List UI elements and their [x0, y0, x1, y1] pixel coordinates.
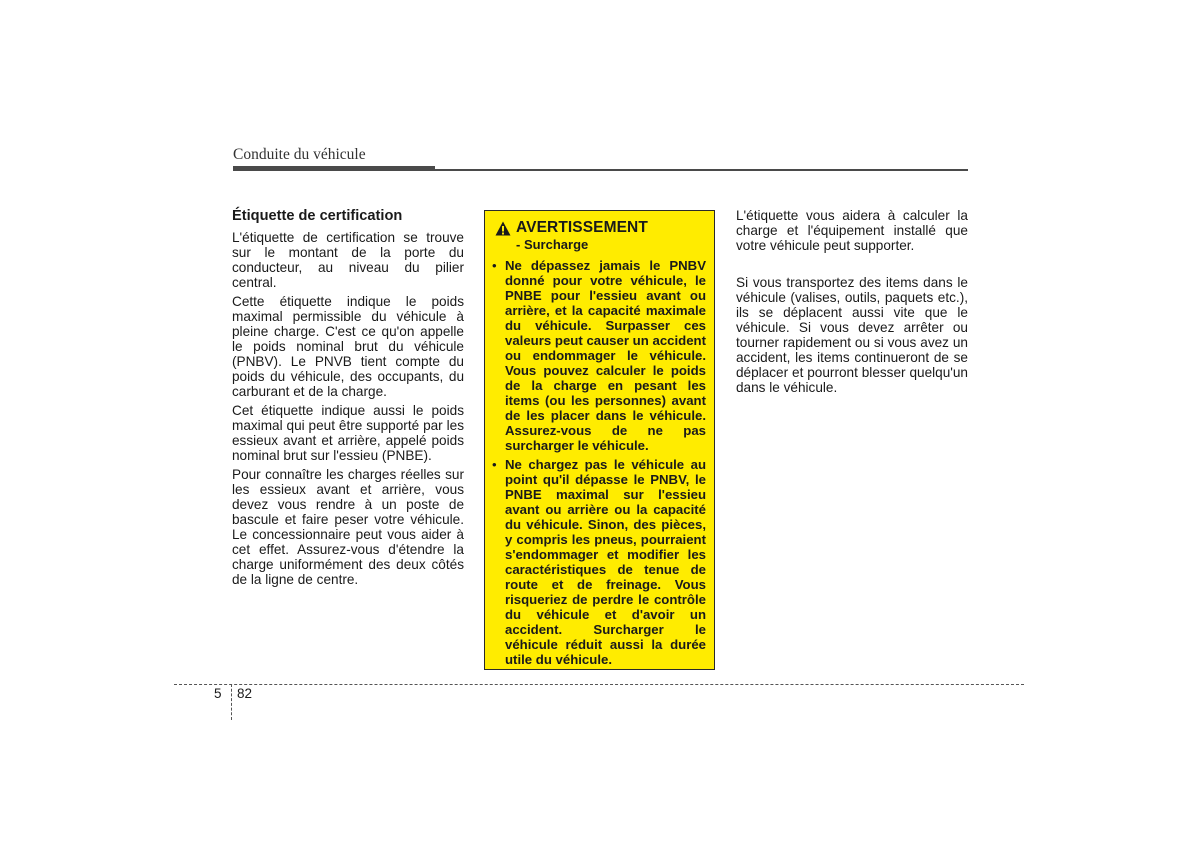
- header-rule-thin: [435, 169, 968, 171]
- warning-item-text: Ne dépassez jamais le PNBV donné pour votre véhicule, le PNBE pour l'essieu avant ou arrière, et la capacité maximale du véhicule. Surpasser ces valeurs peut causer un accident ou endommager le véhicule. Vous pouvez calculer le poids de la charge en pesant les items (ou les personnes) avant de les placer dans le véhicule. Assurez-vous de ne pas surcharger le véhicule.: [505, 258, 706, 453]
- warning-box: [484, 210, 715, 670]
- warning-list: [491, 258, 706, 667]
- warning-title: AVERTISSEMENT: [516, 219, 648, 236]
- bullet-icon: •: [492, 258, 497, 273]
- warning-triangle-icon: [495, 221, 511, 236]
- right-paragraph: Si vous transportez des items dans le véhicule (valises, outils, paquets etc.), ils se déplacent aussi vite que le véhicule. Si vous devez arrêter ou tourner rapidement ou si vous avez un accident, les items continueront de se déplacer et pourront blesser quelqu'un dans le véhicule.: [736, 275, 968, 395]
- section-heading: Étiquette de certification: [232, 208, 403, 224]
- right-paragraph: L'étiquette vous aidera à calculer la charge et l'équipement installé que votre véhicule peut supporter.: [736, 208, 968, 253]
- warning-item: [491, 457, 706, 667]
- warning-item-text: Ne chargez pas le véhicule au point qu'il dépasse le PNBV, le PNBE maximal sur l'essieu avant ou arrière ou la capacité du véhicule. Sinon, des pièces, y compris les pneus, pourraient s'endommager et modifier les caractéristiques de tenue de route et de freinage. Vous risqueriez de perdre le contrôle du véhicule et d'avoir un accident. Surcharger le véhicule réduit aussi la durée utile du véhicule.: [505, 457, 706, 667]
- left-paragraph: Pour connaître les charges réelles sur les essieux avant et arrière, vous devez vous rendre à un poste de bascule et faire peser votre véhicule. Le concessionnaire peut vous aider à cet effet. Assurez-vous d'étendre la charge uniformément des deux côtés de la ligne de centre.: [232, 467, 464, 587]
- page-number: 82: [237, 686, 253, 701]
- section-header-title: Conduite du véhicule: [233, 146, 366, 163]
- chapter-number: 5: [214, 686, 222, 701]
- warning-item: [491, 258, 706, 453]
- left-paragraph: L'étiquette de certification se trouve sur le montant de la porte du conducteur, au niveau du pilier central.: [232, 230, 464, 290]
- left-column: [232, 208, 464, 591]
- footer-vertical-rule: [231, 684, 232, 720]
- left-paragraph: Cet étiquette indique aussi le poids maximal qui peut être supporté par les essieux avant et arrière, appelé poids nominal brut sur l'essieu (PNBE).: [232, 403, 464, 463]
- left-paragraph: Cette étiquette indique le poids maximal permissible du véhicule à pleine charge. C'est ce qu'on appelle le poids nominal brut du véhicule (PNBV). Le PNVB tient compte du poids du véhicule, des occupants, du carburant et de la charge.: [232, 294, 464, 399]
- warning-header: [495, 219, 706, 237]
- header-rule-thick: [233, 166, 435, 171]
- bullet-icon: •: [492, 457, 497, 472]
- warning-subtitle: - Surcharge: [516, 237, 589, 252]
- footer-dashed-rule: [174, 684, 1024, 685]
- right-column: [736, 208, 968, 417]
